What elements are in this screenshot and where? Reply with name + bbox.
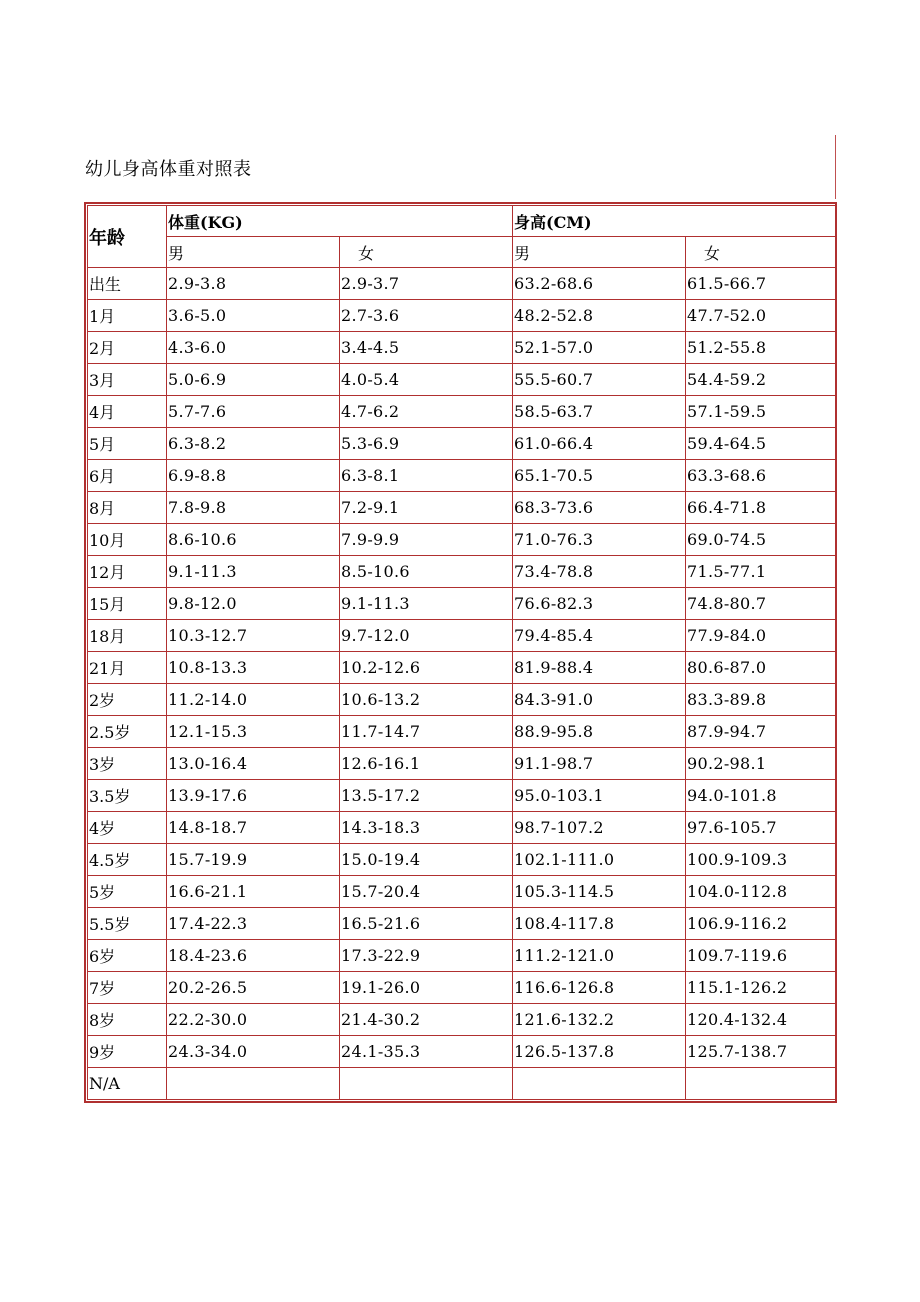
- weight-female-cell: 10.2-12.6: [340, 652, 513, 684]
- weight-male-cell: 18.4-23.6: [167, 940, 340, 972]
- table-row: [88, 268, 837, 300]
- height-male-cell: 79.4-85.4: [513, 620, 686, 652]
- age-cell: 2月: [88, 332, 167, 364]
- height-female-cell: 61.5-66.7: [686, 268, 837, 300]
- height-female-cell: 83.3-89.8: [686, 684, 837, 716]
- weight-female-cell: 3.4-4.5: [340, 332, 513, 364]
- height-female-cell: 77.9-84.0: [686, 620, 837, 652]
- age-cell: 6岁: [88, 940, 167, 972]
- height-female-cell: 106.9-116.2: [686, 908, 837, 940]
- table-row: [88, 460, 837, 492]
- weight-male-cell: 20.2-26.5: [167, 972, 340, 1004]
- height-female-cell: 57.1-59.5: [686, 396, 837, 428]
- table-row: [88, 1036, 837, 1068]
- weight-female-cell: 24.1-35.3: [340, 1036, 513, 1068]
- height-male-cell: 58.5-63.7: [513, 396, 686, 428]
- weight-female-cell: 8.5-10.6: [340, 556, 513, 588]
- height-female-cell: 71.5-77.1: [686, 556, 837, 588]
- table-row: [88, 940, 837, 972]
- weight-male-cell: 10.3-12.7: [167, 620, 340, 652]
- weight-male-cell: 13.0-16.4: [167, 748, 340, 780]
- table-row: [88, 908, 837, 940]
- table-row: [88, 1004, 837, 1036]
- height-female-cell: 115.1-126.2: [686, 972, 837, 1004]
- height-male-cell: 88.9-95.8: [513, 716, 686, 748]
- weight-female-cell: 13.5-17.2: [340, 780, 513, 812]
- weight-male-cell: 6.3-8.2: [167, 428, 340, 460]
- age-cell: 5岁: [88, 876, 167, 908]
- weight-female-cell: 5.3-6.9: [340, 428, 513, 460]
- height-male-cell: 98.7-107.2: [513, 812, 686, 844]
- height-female-cell: 109.7-119.6: [686, 940, 837, 972]
- height-male-cell: 48.2-52.8: [513, 300, 686, 332]
- weight-male-cell: 5.7-7.6: [167, 396, 340, 428]
- height-female-cell: 90.2-98.1: [686, 748, 837, 780]
- table-row: [88, 876, 837, 908]
- age-cell: 8岁: [88, 1004, 167, 1036]
- age-cell: 3月: [88, 364, 167, 396]
- weight-female-cell: 7.2-9.1: [340, 492, 513, 524]
- age-cell: N/A: [88, 1068, 167, 1100]
- table-row: [88, 780, 837, 812]
- age-column-header: 年龄: [88, 206, 167, 268]
- table-row: [88, 428, 837, 460]
- header-row-groups: [88, 206, 837, 237]
- table-row: [88, 492, 837, 524]
- weight-male-cell: 16.6-21.1: [167, 876, 340, 908]
- table-row: [88, 620, 837, 652]
- height-male-cell: 126.5-137.8: [513, 1036, 686, 1068]
- age-cell: 5月: [88, 428, 167, 460]
- table-row: [88, 556, 837, 588]
- age-cell: 10月: [88, 524, 167, 556]
- age-cell: 12月: [88, 556, 167, 588]
- age-cell: 8月: [88, 492, 167, 524]
- weight-male-cell: 5.0-6.9: [167, 364, 340, 396]
- table-row: [88, 684, 837, 716]
- height-female-header: 女: [686, 237, 837, 268]
- table-row: [88, 300, 837, 332]
- age-cell: 4.5岁: [88, 844, 167, 876]
- weight-male-cell: 14.8-18.7: [167, 812, 340, 844]
- height-male-cell: 102.1-111.0: [513, 844, 686, 876]
- age-cell: 4岁: [88, 812, 167, 844]
- table-row: [88, 524, 837, 556]
- age-cell: 2岁: [88, 684, 167, 716]
- weight-female-cell: 4.7-6.2: [340, 396, 513, 428]
- age-cell: 7岁: [88, 972, 167, 1004]
- table-row: [88, 748, 837, 780]
- height-female-cell: [686, 1068, 837, 1100]
- weight-male-cell: 24.3-34.0: [167, 1036, 340, 1068]
- table-row: [88, 716, 837, 748]
- table-row: [88, 844, 837, 876]
- height-female-cell: 54.4-59.2: [686, 364, 837, 396]
- weight-male-cell: 4.3-6.0: [167, 332, 340, 364]
- weight-male-cell: 17.4-22.3: [167, 908, 340, 940]
- weight-female-cell: 4.0-5.4: [340, 364, 513, 396]
- height-male-cell: 63.2-68.6: [513, 268, 686, 300]
- height-male-header: 男: [513, 237, 686, 268]
- weight-male-cell: 2.9-3.8: [167, 268, 340, 300]
- table-row: [88, 652, 837, 684]
- height-female-cell: 97.6-105.7: [686, 812, 837, 844]
- weight-male-cell: [167, 1068, 340, 1100]
- weight-male-header: 男: [167, 237, 340, 268]
- weight-male-cell: 10.8-13.3: [167, 652, 340, 684]
- age-cell: 15月: [88, 588, 167, 620]
- age-cell: 3岁: [88, 748, 167, 780]
- weight-female-cell: 15.0-19.4: [340, 844, 513, 876]
- age-cell: 出生: [88, 268, 167, 300]
- weight-female-cell: 14.3-18.3: [340, 812, 513, 844]
- height-male-cell: 116.6-126.8: [513, 972, 686, 1004]
- height-female-cell: 59.4-64.5: [686, 428, 837, 460]
- age-cell: 18月: [88, 620, 167, 652]
- age-cell: 21月: [88, 652, 167, 684]
- weight-female-cell: 6.3-8.1: [340, 460, 513, 492]
- height-male-cell: 71.0-76.3: [513, 524, 686, 556]
- height-female-cell: 80.6-87.0: [686, 652, 837, 684]
- height-male-cell: 61.0-66.4: [513, 428, 686, 460]
- age-cell: 4月: [88, 396, 167, 428]
- weight-male-cell: 12.1-15.3: [167, 716, 340, 748]
- height-female-cell: 125.7-138.7: [686, 1036, 837, 1068]
- weight-male-cell: 13.9-17.6: [167, 780, 340, 812]
- height-female-cell: 74.8-80.7: [686, 588, 837, 620]
- age-cell: 1月: [88, 300, 167, 332]
- header-row-sex: [88, 237, 837, 268]
- height-female-cell: 66.4-71.8: [686, 492, 837, 524]
- height-male-cell: 121.6-132.2: [513, 1004, 686, 1036]
- weight-male-cell: 9.8-12.0: [167, 588, 340, 620]
- weight-female-cell: 2.9-3.7: [340, 268, 513, 300]
- weight-female-header: 女: [340, 237, 513, 268]
- height-female-cell: 87.9-94.7: [686, 716, 837, 748]
- weight-male-cell: 6.9-8.8: [167, 460, 340, 492]
- weight-male-cell: 11.2-14.0: [167, 684, 340, 716]
- table-row: [88, 396, 837, 428]
- table-row: [88, 364, 837, 396]
- age-cell: 2.5岁: [88, 716, 167, 748]
- weight-female-cell: 11.7-14.7: [340, 716, 513, 748]
- height-male-cell: 111.2-121.0: [513, 940, 686, 972]
- table-row: [88, 332, 837, 364]
- weight-female-cell: 19.1-26.0: [340, 972, 513, 1004]
- age-cell: 9岁: [88, 1036, 167, 1068]
- height-female-cell: 100.9-109.3: [686, 844, 837, 876]
- weight-female-cell: 9.7-12.0: [340, 620, 513, 652]
- weight-male-cell: 15.7-19.9: [167, 844, 340, 876]
- weight-male-cell: 8.6-10.6: [167, 524, 340, 556]
- table-body: [88, 268, 837, 1100]
- height-male-cell: 55.5-60.7: [513, 364, 686, 396]
- height-female-cell: 47.7-52.0: [686, 300, 837, 332]
- age-cell: 5.5岁: [88, 908, 167, 940]
- age-cell: 6月: [88, 460, 167, 492]
- height-male-cell: [513, 1068, 686, 1100]
- height-male-cell: 52.1-57.0: [513, 332, 686, 364]
- height-group-header: 身高(CM): [513, 206, 837, 237]
- height-male-cell: 105.3-114.5: [513, 876, 686, 908]
- table-row: [88, 588, 837, 620]
- height-female-cell: 69.0-74.5: [686, 524, 837, 556]
- weight-female-cell: 2.7-3.6: [340, 300, 513, 332]
- table-row: [88, 812, 837, 844]
- height-male-cell: 65.1-70.5: [513, 460, 686, 492]
- height-male-cell: 91.1-98.7: [513, 748, 686, 780]
- weight-female-cell: 9.1-11.3: [340, 588, 513, 620]
- height-female-cell: 94.0-101.8: [686, 780, 837, 812]
- weight-female-cell: 7.9-9.9: [340, 524, 513, 556]
- weight-male-cell: 9.1-11.3: [167, 556, 340, 588]
- weight-male-cell: 22.2-30.0: [167, 1004, 340, 1036]
- height-male-cell: 68.3-73.6: [513, 492, 686, 524]
- weight-female-cell: 10.6-13.2: [340, 684, 513, 716]
- height-male-cell: 81.9-88.4: [513, 652, 686, 684]
- weight-male-cell: 7.8-9.8: [167, 492, 340, 524]
- growth-table-frame: [84, 202, 837, 1103]
- weight-female-cell: 12.6-16.1: [340, 748, 513, 780]
- growth-table: [87, 205, 837, 1100]
- table-row: [88, 1068, 837, 1100]
- height-male-cell: 84.3-91.0: [513, 684, 686, 716]
- weight-female-cell: [340, 1068, 513, 1100]
- height-male-cell: 95.0-103.1: [513, 780, 686, 812]
- height-female-cell: 120.4-132.4: [686, 1004, 837, 1036]
- weight-female-cell: 21.4-30.2: [340, 1004, 513, 1036]
- height-male-cell: 76.6-82.3: [513, 588, 686, 620]
- table-row: [88, 972, 837, 1004]
- weight-female-cell: 17.3-22.9: [340, 940, 513, 972]
- weight-female-cell: 15.7-20.4: [340, 876, 513, 908]
- page-title: 幼儿身高体重对照表: [85, 159, 252, 180]
- weight-male-cell: 3.6-5.0: [167, 300, 340, 332]
- height-male-cell: 73.4-78.8: [513, 556, 686, 588]
- height-female-cell: 104.0-112.8: [686, 876, 837, 908]
- height-female-cell: 63.3-68.6: [686, 460, 837, 492]
- weight-group-header: 体重(KG): [167, 206, 513, 237]
- weight-female-cell: 16.5-21.6: [340, 908, 513, 940]
- age-cell: 3.5岁: [88, 780, 167, 812]
- height-male-cell: 108.4-117.8: [513, 908, 686, 940]
- page-margin-line: [835, 135, 836, 199]
- height-female-cell: 51.2-55.8: [686, 332, 837, 364]
